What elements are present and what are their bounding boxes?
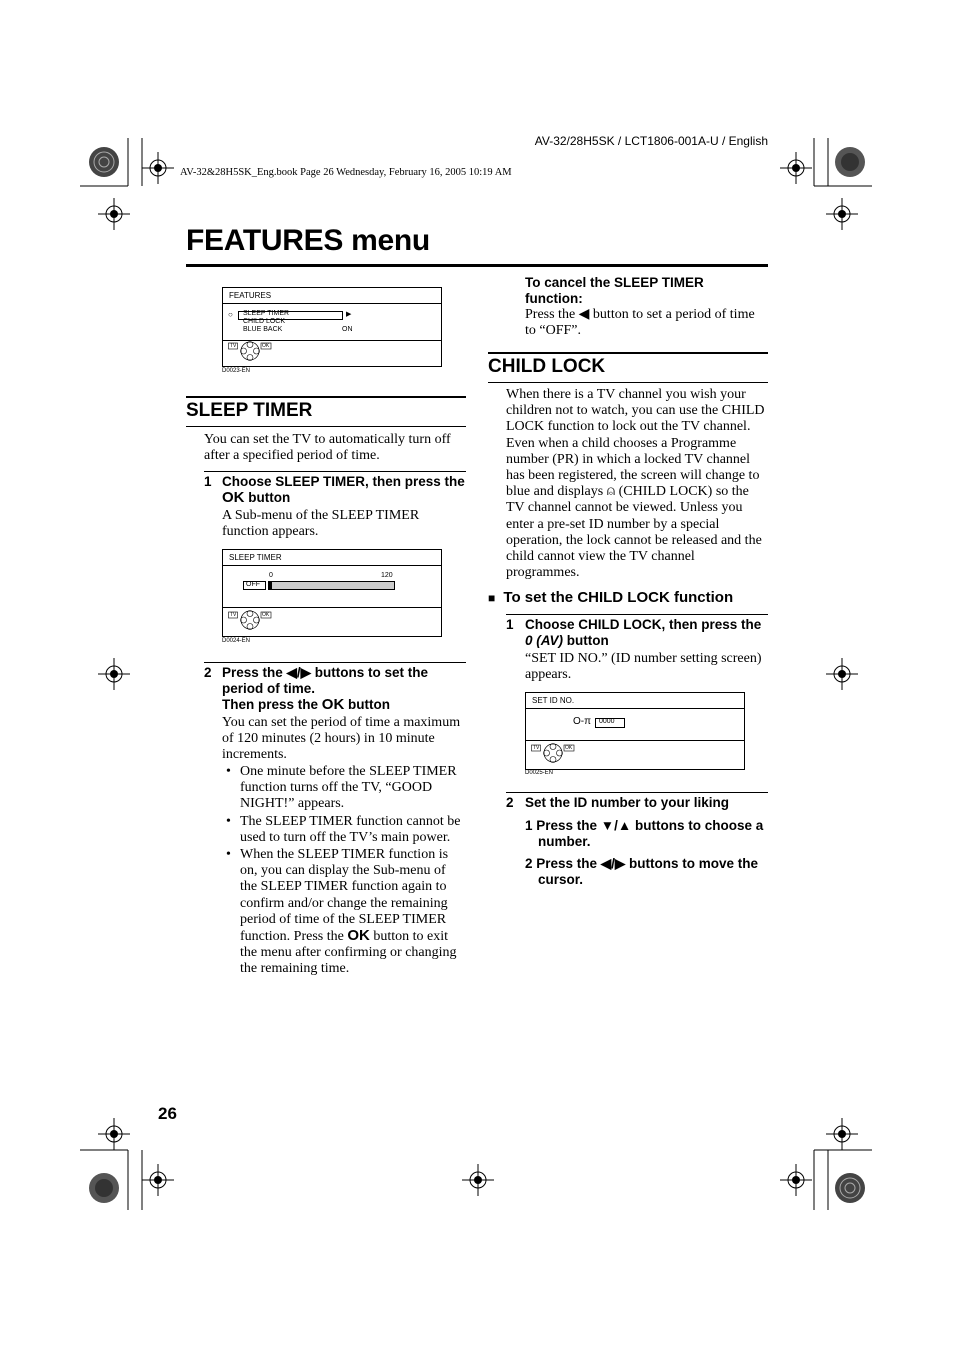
ok-button-symbol: OK <box>222 489 245 506</box>
step-number: 2 <box>204 665 212 680</box>
ok-label: OK <box>262 612 270 618</box>
page-number: 26 <box>158 1104 177 1123</box>
step-text: Then press the <box>222 697 322 712</box>
cursor-icon: ○ <box>228 310 233 319</box>
step-text: Choose SLEEP TIMER, then press the <box>222 474 465 489</box>
ok-button-symbol: OK <box>347 927 370 945</box>
set-id-fig-title: SET ID NO. <box>526 693 744 709</box>
page-title: FEATURES menu <box>186 224 430 257</box>
off-label: OFF <box>246 581 260 588</box>
scale-max: 120 <box>381 572 393 579</box>
crosshair-mark-icon <box>826 658 858 690</box>
crosshair-mark-icon <box>98 658 130 690</box>
crosshair-mark-icon <box>142 152 174 184</box>
sleep-timer-top-rule <box>186 396 466 398</box>
step-rule <box>204 471 466 472</box>
right-arrow-icon: ▶ <box>346 311 352 318</box>
tv-label: TV <box>533 745 540 751</box>
features-menu-figure <box>222 287 442 367</box>
ok-label: OK <box>565 745 573 751</box>
sleep-step2-body: You can set the period of time a maximum of 120 minutes (2 hours) in 10 minute increments. <box>222 715 461 763</box>
features-menu-title: FEATURES <box>223 288 441 304</box>
figure-id: D0023-EN <box>222 368 251 374</box>
child-lock-top-rule <box>488 352 768 354</box>
bullet-item: • One minute before the SLEEP TIMER function turns off the TV, “GOOD NIGHT!” appears. <box>222 764 466 813</box>
step-text: Set the ID number to your liking <box>525 795 730 810</box>
sleep-timer-figure <box>222 549 442 637</box>
step-text: Press the ◀/▶ buttons to set the period of time. <box>222 665 429 696</box>
sleep-timer-heading: SLEEP TIMER <box>186 400 313 421</box>
child-lock-heading: CHILD LOCK <box>488 356 606 377</box>
sleep-timer-fig-title: SLEEP TIMER <box>223 550 441 566</box>
step-rule <box>506 614 768 615</box>
child-step1-body: “SET ID NO.” (ID number setting screen) appears. <box>525 651 762 683</box>
subheading-text: To set the CHILD LOCK function <box>503 589 734 606</box>
book-line: AV-32&28H5SK_Eng.book Page 26 Wednesday, February 16, 2005 10:19 AM <box>180 167 512 178</box>
bullet-item: • The SLEEP TIMER function cannot be used to turn off the TV’s main power. <box>222 814 466 846</box>
crosshair-mark-icon <box>98 198 130 230</box>
model-line: AV-32/28H5SK / LCT1806-001A-U / English <box>534 134 768 148</box>
set-id-figure <box>525 692 745 770</box>
sleep-timer-intro: You can set the TV to automatically turn off after a specified period of time. <box>204 432 451 464</box>
crosshair-mark-icon <box>826 1118 858 1150</box>
step-number: 1 <box>506 617 514 632</box>
child-lock-intro: When there is a TV channel you wish your children not to watch, you can use the CHILD LOCK function to lock out the TV channel. Even when a child chooses a Programme number (PR) in which a locked TV channel has been registered, the screen will change to blue and displays ⍝ (CHILD LOCK) so the TV channel cannot be viewed. Unless you enter a pre-set ID number by a special operation, the lock cannot be released and the child cannot view the TV channel programmes. <box>506 387 765 581</box>
tv-label: TV <box>230 612 237 618</box>
step-text: button <box>344 697 391 712</box>
blue-back-value: ON <box>342 326 353 333</box>
crosshair-mark-icon <box>780 1164 812 1196</box>
crosshair-mark-icon <box>142 1164 174 1196</box>
sleep-timer-bottom-rule <box>186 426 466 427</box>
registration-target-icon <box>834 146 866 178</box>
sleep-step1-title <box>204 474 466 506</box>
step-number: 1 <box>204 474 212 489</box>
cancel-title: To cancel the SLEEP TIMER function: <box>525 275 704 306</box>
id-code: 0000 <box>599 718 615 725</box>
menu-item-blue-back: BLUE BACK <box>243 326 283 333</box>
registration-target-icon <box>834 1172 866 1204</box>
ok-button-symbol: OK <box>321 696 345 713</box>
crosshair-mark-icon <box>826 198 858 230</box>
child-step2-title <box>506 795 768 811</box>
crosshair-mark-icon <box>462 1164 494 1196</box>
cancel-body: Press the ◀ button to set a period of time to “OFF”. <box>525 307 755 339</box>
step-number: 2 <box>506 795 514 810</box>
crosshair-mark-icon <box>98 1118 130 1150</box>
bullet-item <box>222 847 466 978</box>
timer-bar <box>268 581 395 590</box>
key-icon: O‑π <box>573 716 592 727</box>
step-rule <box>204 662 466 663</box>
av-button-symbol: 0 (AV) <box>525 633 564 648</box>
child-lock-subheading <box>488 589 733 606</box>
scale-min: 0 <box>269 572 273 579</box>
menu-item-child-lock: CHILD LOCK <box>243 318 286 325</box>
ok-label: OK <box>262 343 270 349</box>
child-substep-2: 2 Press the ◀/▶ buttons to move the cursor. <box>525 856 759 887</box>
registration-target-icon <box>88 1172 120 1204</box>
child-step1-title <box>506 617 768 649</box>
step-rule <box>506 792 768 793</box>
figure-id: D0025-EN <box>525 770 554 776</box>
sleep-step2-title <box>204 665 466 713</box>
sleep-bullets <box>222 764 466 979</box>
menu-item-sleep-timer: SLEEP TIMER <box>243 310 290 317</box>
sleep-step1-body: A Sub-menu of the SLEEP TIMER function appears. <box>222 508 420 540</box>
bullet-text: button to exit the menu after confirming or changing the remaining time. <box>240 929 457 977</box>
child-substep-1: 1 Press the ▼/▲ buttons to choose a number. <box>525 818 764 849</box>
tv-label: TV <box>230 343 237 349</box>
step-text: button <box>244 490 291 505</box>
step-text: Choose CHILD LOCK, then press the <box>525 617 762 632</box>
title-rule <box>186 264 768 267</box>
bullet-text: When the SLEEP TIMER function is on, you can display the Sub-menu of the SLEEP TIMER function again to confirm and/or change the remaining period of time of the SLEEP TIMER function. Press the <box>240 847 449 945</box>
square-bullet-icon: ■ <box>488 591 496 605</box>
crosshair-mark-icon <box>780 152 812 184</box>
registration-target-icon <box>88 146 120 178</box>
child-lock-bottom-rule <box>488 382 768 383</box>
figure-id: D0024-EN <box>222 638 251 644</box>
timer-bar-fill <box>269 582 272 589</box>
step-text: button <box>563 633 609 648</box>
